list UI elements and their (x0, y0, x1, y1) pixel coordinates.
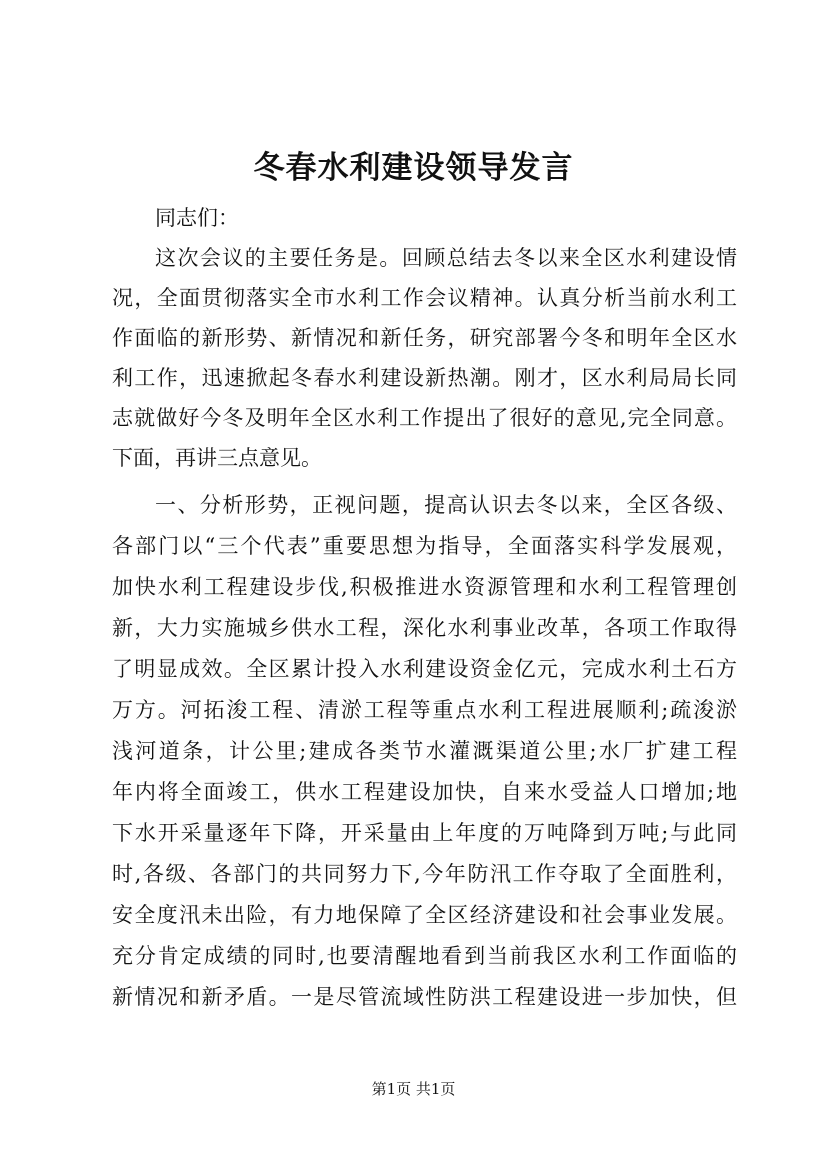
body-line: 况，全面贯彻落实全市水利工作会议精神。认真分析当前水利工 (112, 286, 737, 310)
body-line: 加快水利工程建设步伐,积极推进水资源管理和水利工程管理创 (112, 575, 737, 599)
body-line: 下水开采量逐年下降，开采量由上年度的万吨降到万吨;与此同 (112, 821, 737, 845)
body-line: 志就做好今冬及明年全区水利工作提出了很好的意见,完全同意。 (112, 406, 737, 430)
page-number-footer: 第1页 共1页 (371, 1080, 456, 1098)
body-line: 浅河道条，计公里;建成各类节水灌溉渠道公里;水厂扩建工程 (112, 739, 737, 763)
body-line: 了明显成效。全区累计投入水利建设资金亿元，完成水利土石方 (112, 657, 737, 681)
body-line: 新，大力实施城乡供水工程，深化水利事业改革，各项工作取得 (112, 616, 737, 640)
document-title: 冬春水利建设领导发言 (253, 150, 574, 186)
body-line: 这次会议的主要任务是。回顾总结去冬以来全区水利建设情 (155, 246, 737, 270)
body-line: 万方。河拓浚工程、清淤工程等重点水利工程进展顺利;疏浚淤 (112, 698, 737, 722)
body-line: 新情况和新矛盾。一是尽管流域性防洪工程建设进一步加快，但 (112, 985, 737, 1009)
body-line: 下面，再讲三点意见。 (112, 446, 322, 470)
body-line: 利工作，迅速掀起冬春水利建设新热潮。刚才，区水利局局长同 (112, 366, 737, 390)
body-line: 年内将全面竣工，供水工程建设加快，自来水受益人口增加;地 (112, 780, 737, 804)
body-line: 一、分析形势，正视问题，提高认识去冬以来，全区各级、 (155, 493, 737, 517)
body-line: 各部门以“三个代表”重要思想为指导，全面落实科学发展观， (112, 534, 737, 558)
greeting-text: 同志们： (155, 206, 239, 230)
body-line: 作面临的新形势、新情况和新任务，研究部署今冬和明年全区水 (112, 326, 737, 350)
body-line: 安全度汛未出险，有力地保障了全区经济建设和社会事业发展。 (112, 903, 737, 927)
body-line: 充分肯定成绩的同时,也要清醒地看到当前我区水利工作面临的 (112, 944, 737, 968)
body-line: 时,各级、各部门的共同努力下,今年防汛工作夺取了全面胜利， (112, 862, 737, 886)
